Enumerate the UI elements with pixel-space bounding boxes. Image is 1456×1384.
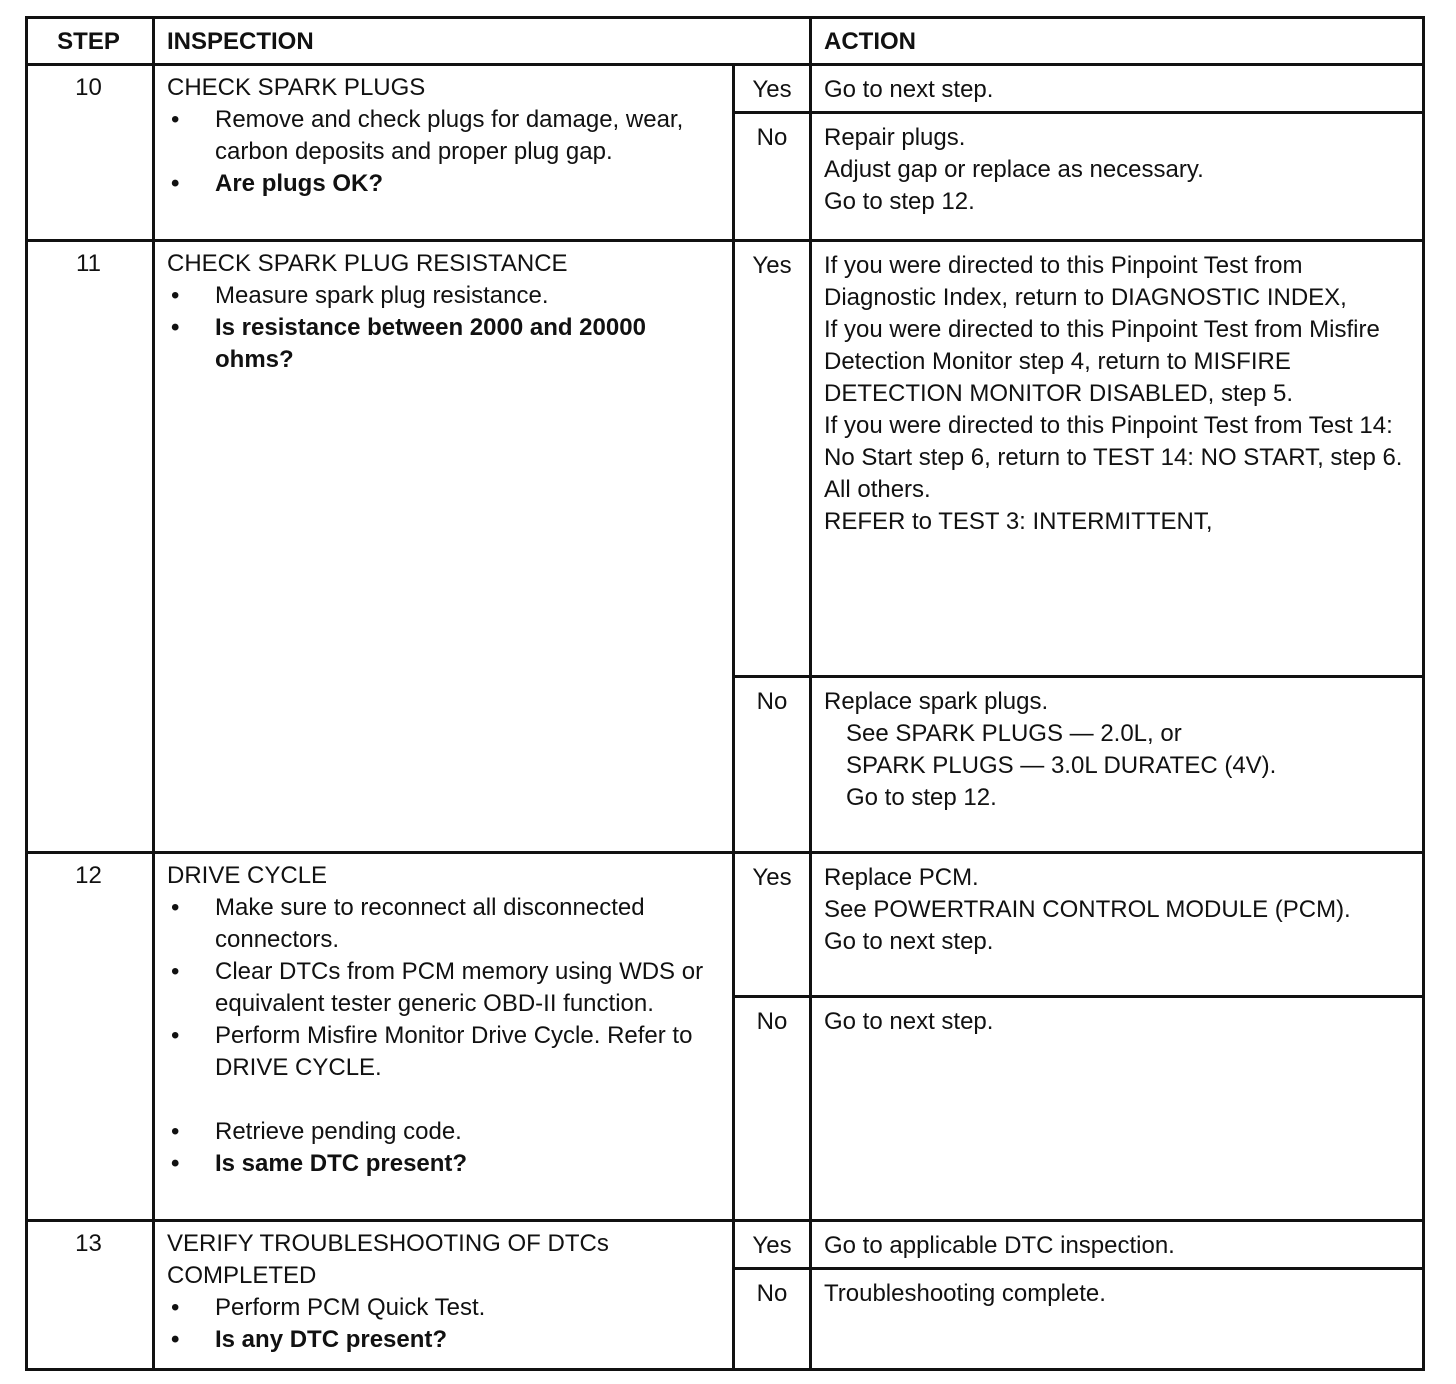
inspection-bullets: [167, 280, 722, 376]
inspection-bullets: [167, 104, 722, 200]
action-line: Replace PCM.: [824, 864, 979, 891]
yes-label: Yes: [735, 242, 812, 678]
bullet-question: • Is any DTC present?: [167, 1324, 722, 1356]
bullet-question: • Is resistance between 2000 and 20000 ohms?: [167, 312, 722, 376]
action-line: Go to step 12.: [846, 784, 997, 811]
step-number: 11: [25, 242, 155, 854]
action-line: If you were directed to this Pinpoint Test from Misfire Detection Monitor step 4, return to MISFIRE DETECTION MONITOR DISABLED, step 5.: [824, 316, 1380, 407]
action-line: Go to applicable DTC inspection.: [824, 1232, 1175, 1259]
action-line: Go to next step.: [824, 928, 994, 955]
no-action: [812, 114, 1425, 242]
inspection-bullets: [167, 892, 722, 1180]
inspection-cell: [155, 1222, 735, 1371]
yes-action: [812, 1222, 1425, 1270]
inspection-title: CHECK SPARK PLUGS: [167, 74, 426, 101]
no-action: [812, 998, 1425, 1222]
action-line: Go to next step.: [824, 1008, 994, 1035]
bullet-item: • Remove and check plugs for damage, wear, carbon deposits and proper plug gap.: [167, 104, 722, 168]
step-number: 10: [25, 66, 155, 242]
bullet-item: • Perform Misfire Monitor Drive Cycle. Refer to DRIVE CYCLE.: [167, 1020, 722, 1084]
no-action: [812, 1270, 1425, 1371]
no-label: No: [735, 1270, 812, 1371]
no-label: No: [735, 998, 812, 1222]
bullet-item: • Clear DTCs from PCM memory using WDS or equivalent tester generic OBD-II function.: [167, 956, 722, 1020]
yes-label: Yes: [735, 1222, 812, 1270]
no-action: [812, 678, 1425, 854]
inspection-title: VERIFY TROUBLESHOOTING OF DTCs COMPLETED: [167, 1230, 609, 1289]
action-line: If you were directed to this Pinpoint Test from Diagnostic Index, return to DIAGNOSTIC INDEX,: [824, 252, 1347, 311]
yes-label: Yes: [735, 854, 812, 998]
no-label: No: [735, 678, 812, 854]
yes-action: [812, 66, 1425, 114]
inspection-title: CHECK SPARK PLUG RESISTANCE: [167, 250, 568, 277]
no-label: No: [735, 114, 812, 242]
header-action: ACTION: [812, 16, 1425, 66]
inspection-cell: [155, 854, 735, 1222]
inspection-cell: [155, 242, 735, 854]
action-line: Replace spark plugs.: [824, 688, 1049, 715]
inspection-table: [25, 16, 1425, 1368]
inspection-bullets: [167, 1292, 722, 1356]
step-number: 12: [25, 854, 155, 1222]
action-line: If you were directed to this Pinpoint Test from Test 14: No Start step 6, return to TEST 14: NO START, step 6. All others.: [824, 412, 1403, 503]
yes-label: Yes: [735, 66, 812, 114]
bullet-item: • Make sure to reconnect all disconnected connectors.: [167, 892, 722, 956]
action-line: REFER to TEST 3: INTERMITTENT,: [824, 508, 1213, 535]
bullet-question: • Are plugs OK?: [167, 168, 722, 200]
bullet-question: • Is same DTC present?: [167, 1148, 722, 1180]
yes-action: [812, 854, 1425, 998]
action-line: Go to step 12.: [824, 188, 975, 215]
bullet-item: • Perform PCM Quick Test.: [167, 1292, 722, 1324]
yes-action: [812, 242, 1425, 678]
action-line: Adjust gap or replace as necessary.: [824, 156, 1204, 183]
bullet-item: • Retrieve pending code.: [167, 1116, 722, 1148]
action-line: See SPARK PLUGS — 2.0L, or: [846, 720, 1182, 747]
header-inspection: INSPECTION: [155, 16, 812, 66]
action-line: SPARK PLUGS — 3.0L DURATEC (4V).: [846, 752, 1277, 779]
inspection-title: DRIVE CYCLE: [167, 862, 328, 889]
step-number: 13: [25, 1222, 155, 1371]
bullet-item: • Measure spark plug resistance.: [167, 280, 722, 312]
action-line: Go to next step.: [824, 76, 994, 103]
inspection-cell: [155, 66, 735, 242]
action-line: Troubleshooting complete.: [824, 1280, 1106, 1307]
header-step: STEP: [25, 16, 155, 66]
action-line: Repair plugs.: [824, 124, 966, 151]
action-line: See POWERTRAIN CONTROL MODULE (PCM).: [824, 896, 1351, 923]
